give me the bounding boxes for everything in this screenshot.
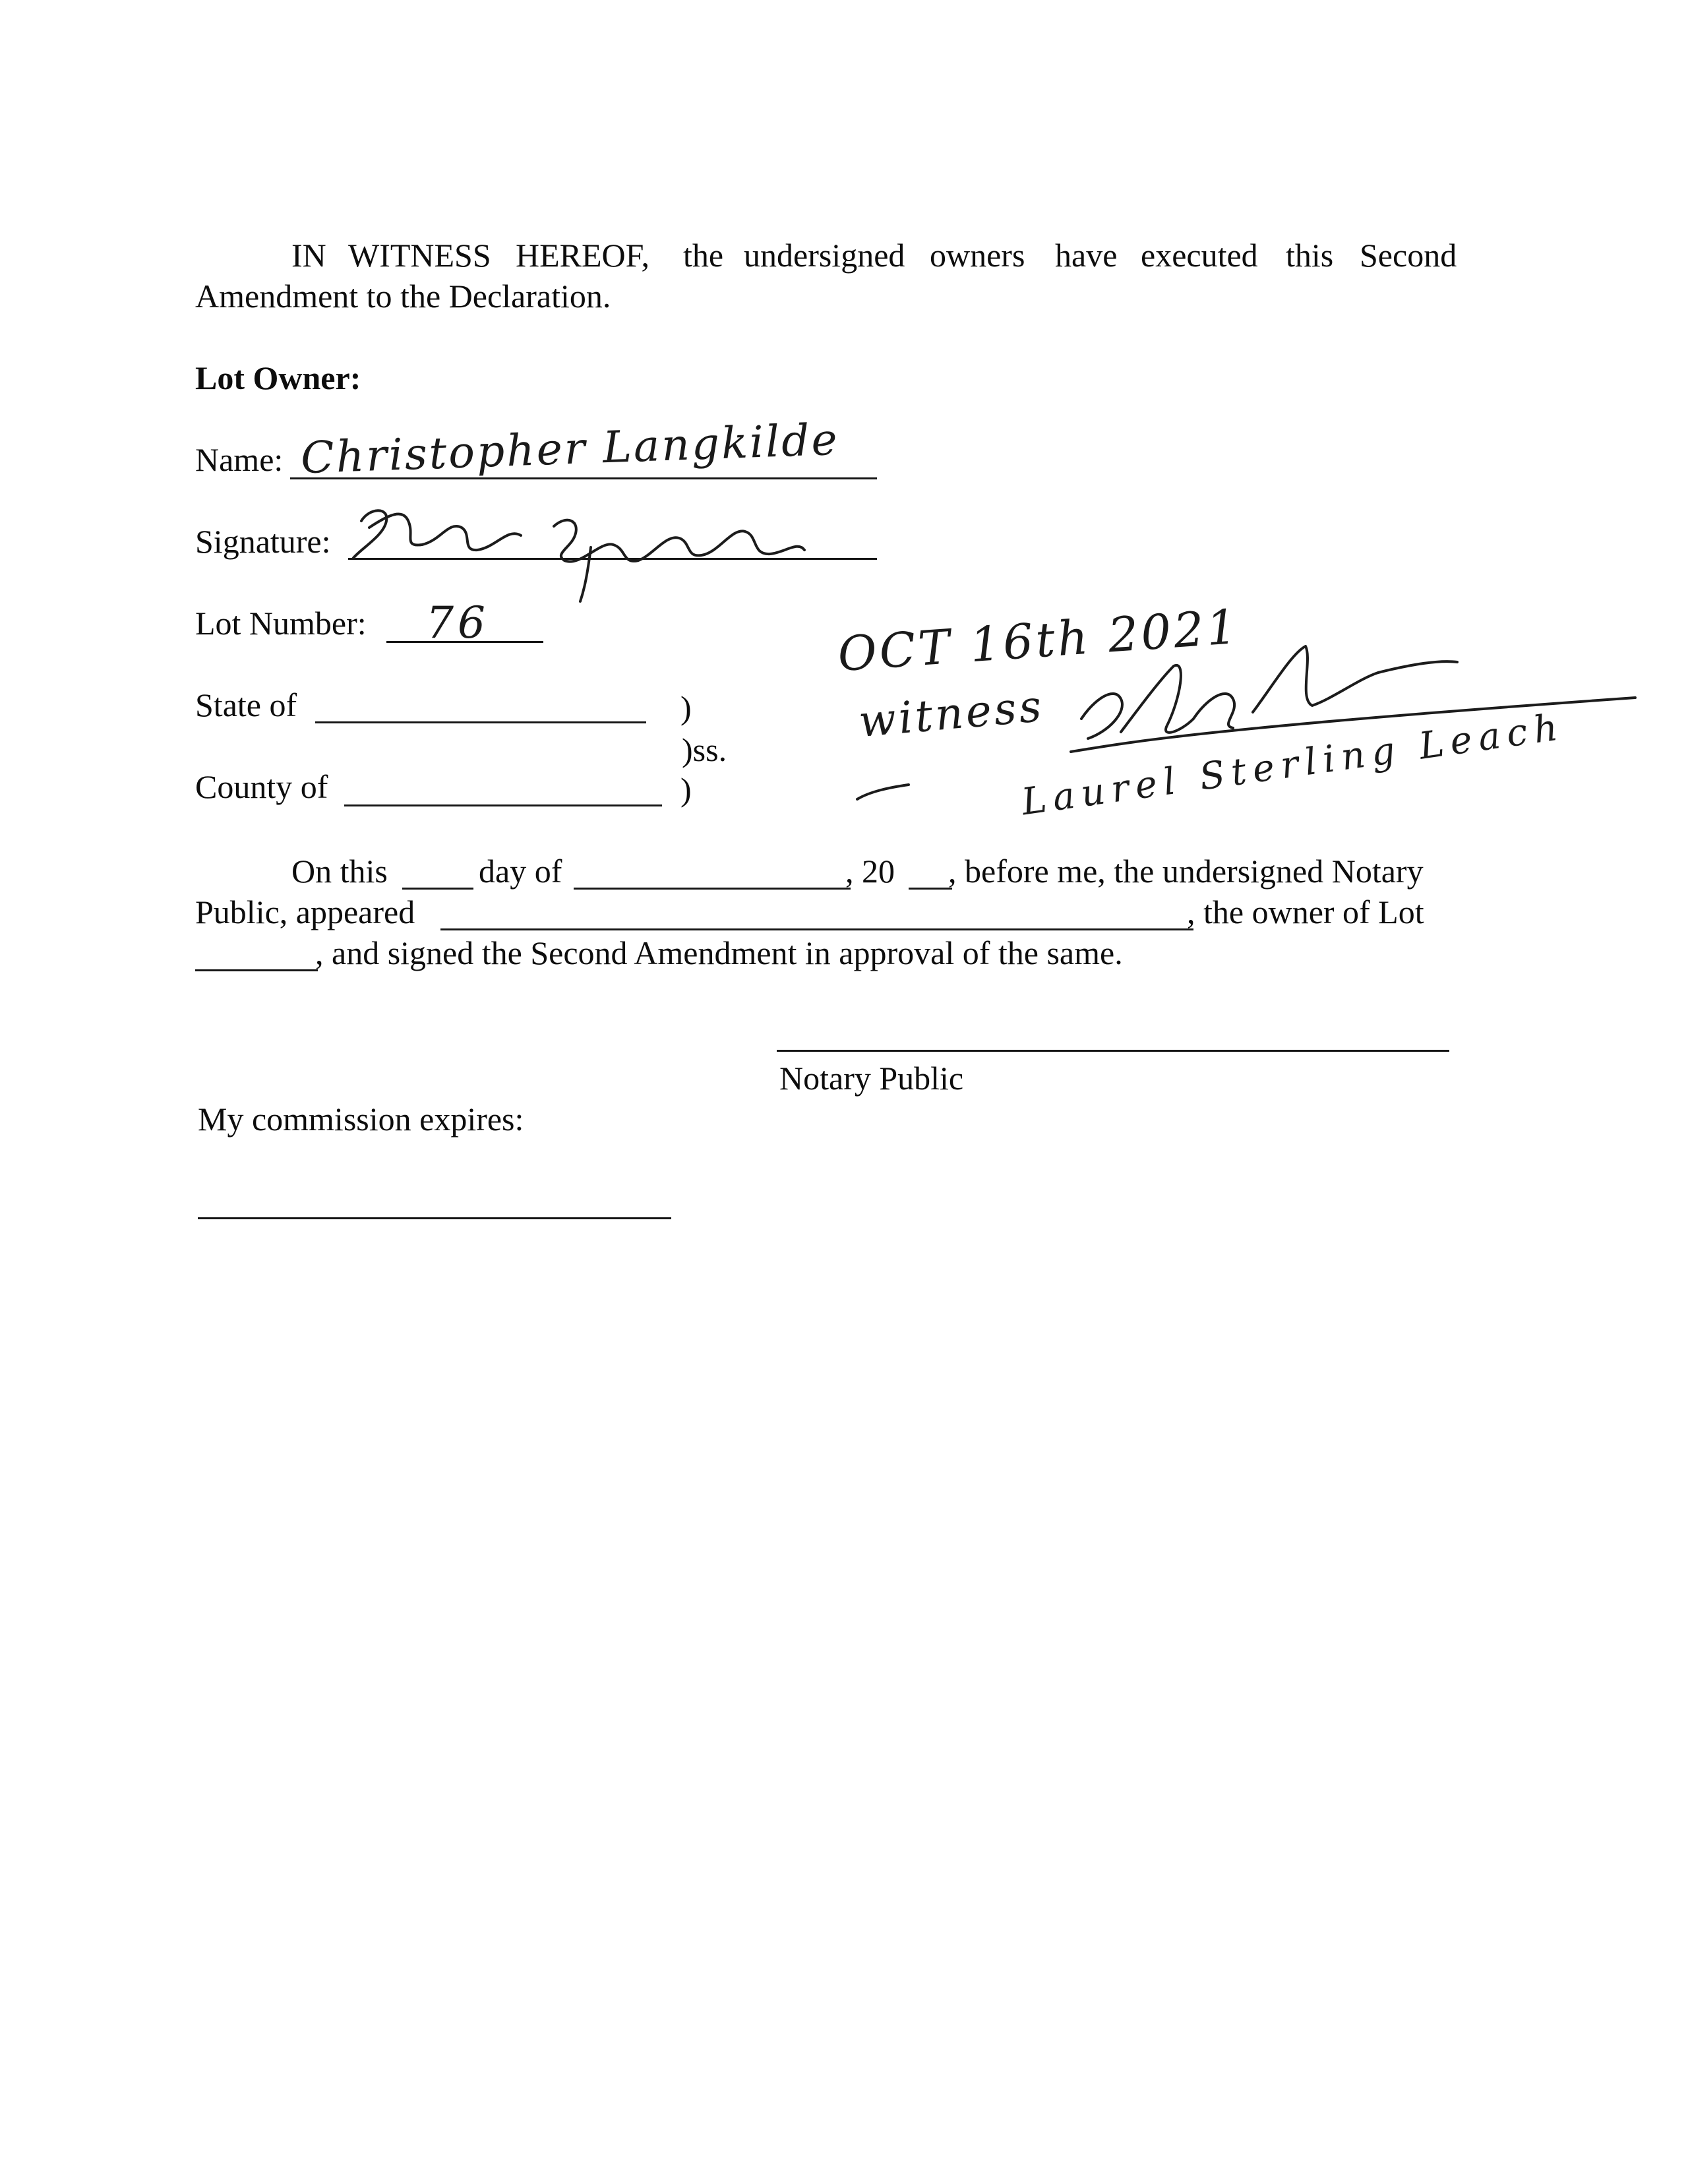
witness-dash-mark bbox=[857, 785, 909, 799]
owner-signature-scribble bbox=[353, 510, 804, 601]
venue-bracket-top: ) bbox=[680, 689, 692, 726]
handwritten-witness-printed-name: Laurel Sterling Leach bbox=[1019, 705, 1567, 824]
witness-clause-line2: Amendment to the Declaration. bbox=[195, 278, 611, 315]
notary-before-me: , before me, the undersigned Notary bbox=[948, 853, 1424, 890]
witness-clause-word: Second bbox=[1360, 237, 1457, 274]
lot-owner-heading: Lot Owner: bbox=[195, 359, 361, 396]
notary-paragraph-line3: , and signed the Second Amendment in approval of the same. bbox=[315, 934, 1123, 971]
signature-line bbox=[348, 558, 877, 560]
notary-year-prefix: , 20 bbox=[845, 853, 895, 890]
notary-public-appeared: Public, appeared bbox=[195, 894, 415, 930]
handwritten-owner-name: Christopher Langkilde bbox=[299, 413, 840, 484]
witness-clause-word: this bbox=[1286, 237, 1334, 274]
witness-clause-word: IN bbox=[291, 237, 326, 274]
witness-clause-word: WITNESS bbox=[348, 237, 491, 274]
notary-on-this: On this bbox=[291, 853, 388, 890]
notary-lot-line bbox=[195, 969, 318, 971]
witness-clause-word: executed bbox=[1141, 237, 1258, 274]
notary-owner-of-lot: , the owner of Lot bbox=[1187, 894, 1424, 930]
state-of-label: State of bbox=[195, 686, 297, 723]
handwritten-lot-number: 76 bbox=[426, 597, 489, 648]
handwritten-witness-word: witness bbox=[857, 680, 1046, 748]
witness-clause-word: HEREOF, bbox=[516, 237, 649, 274]
venue-ss: )ss. bbox=[682, 731, 727, 768]
notary-signature-line bbox=[777, 1050, 1449, 1052]
signature-label: Signature: bbox=[195, 523, 331, 560]
witness-clause-word: undersigned bbox=[744, 237, 905, 274]
lot-number-label: Lot Number: bbox=[195, 605, 367, 642]
witness-clause-word: have bbox=[1055, 237, 1118, 274]
notary-year-line bbox=[909, 888, 952, 890]
commission-expires-label: My commission expires: bbox=[198, 1101, 524, 1138]
venue-bracket-bottom: ) bbox=[680, 771, 692, 808]
witness-clause-word: the bbox=[683, 237, 724, 274]
state-of-line bbox=[315, 721, 646, 723]
commission-expires-line bbox=[198, 1217, 671, 1219]
notary-appeared-line bbox=[440, 928, 1193, 930]
handwritten-witness-date: OCT 16th 2021 bbox=[835, 598, 1242, 682]
notary-day-line bbox=[402, 888, 473, 890]
witness-clause-word: owners bbox=[930, 237, 1025, 274]
notary-public-label: Notary Public bbox=[779, 1060, 964, 1097]
county-of-label: County of bbox=[195, 768, 328, 805]
notary-day-of: day of bbox=[479, 853, 562, 890]
notary-month-line bbox=[574, 888, 851, 890]
name-label: Name: bbox=[195, 441, 284, 478]
county-of-line bbox=[344, 804, 662, 806]
